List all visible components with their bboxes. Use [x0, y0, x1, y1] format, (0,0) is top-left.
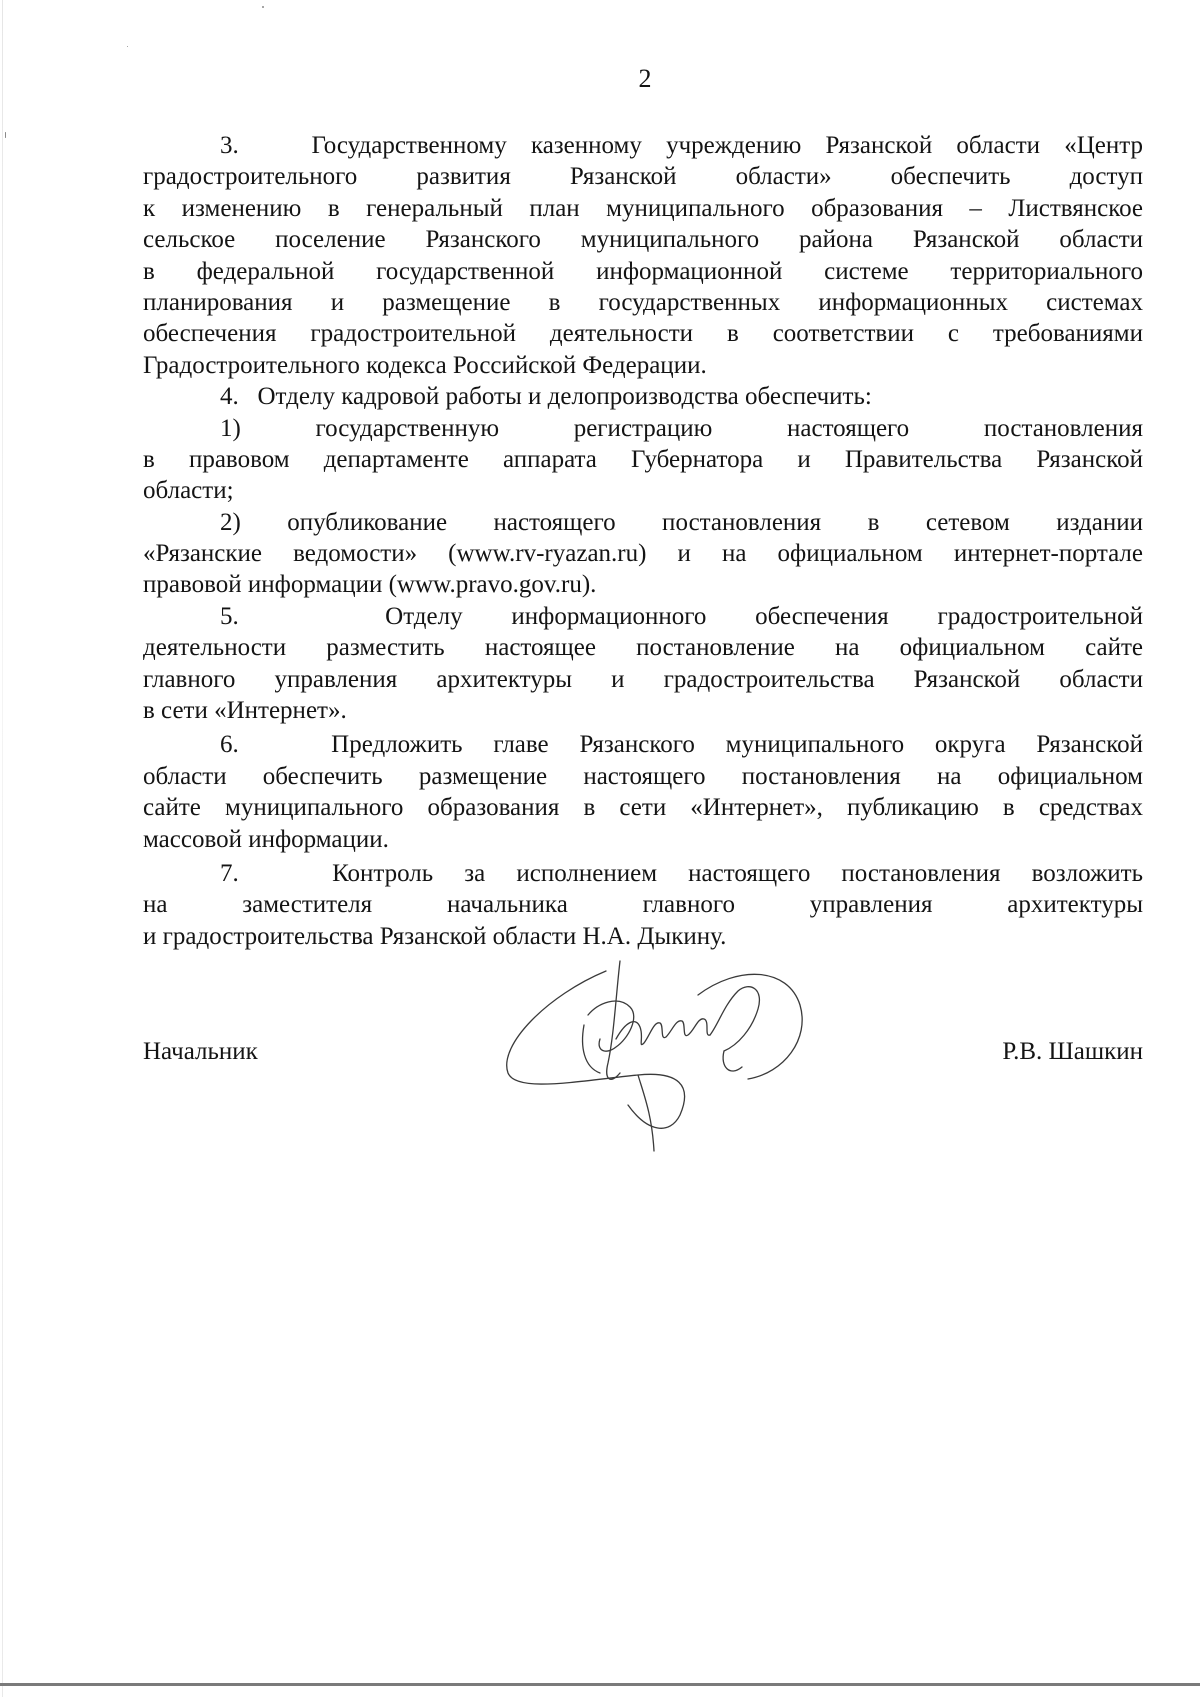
text-line: 7. Контроль за исполнением настоящего постановления возложить [220, 859, 1143, 887]
text-line: области обеспечить размещение настоящего постановления на официальном [143, 762, 1143, 790]
text-line: в федеральной государственной информационной системе территориального [143, 257, 1143, 285]
page-number: 2 [638, 64, 652, 93]
paragraph-4 [143, 381, 1143, 412]
signer-title: Начальник [143, 1038, 258, 1065]
paragraph-4-1 [143, 413, 1143, 507]
text-line: в правовом департаменте аппарата Губернатора и Правительства Рязанской [143, 445, 1143, 473]
text-line: в сети «Интернет». [143, 697, 347, 725]
text-line: деятельности разместить настоящее постановление на официальном сайте [143, 634, 1143, 662]
text-line: 6. Предложить главе Рязанского муниципального округа Рязанской [220, 731, 1143, 759]
text-line: правовой информации (www.pravo.gov.ru). [143, 571, 597, 599]
text-line: «Рязанские ведомости» (www.rv-ryazan.ru) и на официальном интернет-портале [143, 540, 1143, 568]
scan-speck [262, 6, 264, 8]
text-line: 3. Государственному казенному учреждению Рязанской области «Центр [220, 132, 1143, 159]
text-line: Градостроительного кодекса Российской Федерации. [143, 351, 707, 379]
paragraph-5 [143, 601, 1143, 727]
text-line: 5. Отделу информационного обеспечения градостроительной [220, 602, 1143, 630]
scan-edge [2, 0, 3, 1697]
document-body [143, 130, 1143, 952]
paragraph-7 [143, 858, 1143, 952]
text-line: сайте муниципального образования в сети «Интернет», публикацию в средствах [143, 794, 1143, 822]
paragraph-3 [143, 130, 1143, 381]
paragraph-6 [143, 729, 1143, 855]
text-line: 1) государственную регистрацию настоящего постановления [220, 414, 1143, 442]
text-line: и градостроительства Рязанской области Н.А. Дыкину. [143, 922, 727, 950]
text-line: 4. Отделу кадровой работы и делопроизводства обеспечить: [220, 383, 872, 411]
text-line: главного управления архитектуры и градостроительства Рязанской области [143, 665, 1143, 693]
text-line: сельское поселение Рязанского муниципального района Рязанской области [143, 226, 1143, 254]
text-line: области; [143, 477, 234, 505]
text-line: планирования и размещение в государственных информационных системах [143, 288, 1143, 316]
text-line: массовой информации. [143, 825, 389, 853]
handwritten-signature [488, 955, 848, 1155]
text-line: градостроительного развития Рязанской области» обеспечить доступ [143, 163, 1143, 191]
text-line: обеспечения градостроительной деятельности в соответствии с требованиями [143, 320, 1143, 348]
scan-speck [5, 132, 6, 138]
paragraph-4-2 [143, 507, 1143, 601]
scan-bottom-edge [0, 1683, 1200, 1686]
text-line: 2) опубликование настоящего постановления в сетевом издании [220, 508, 1143, 536]
scan-speck [127, 46, 128, 47]
text-line: к изменению в генеральный план муниципального образования – Листвянское [143, 194, 1143, 222]
text-line: на заместителя начальника главного управления архитектуры [143, 891, 1143, 919]
signer-name: Р.В. Шашкин [1002, 1038, 1143, 1065]
